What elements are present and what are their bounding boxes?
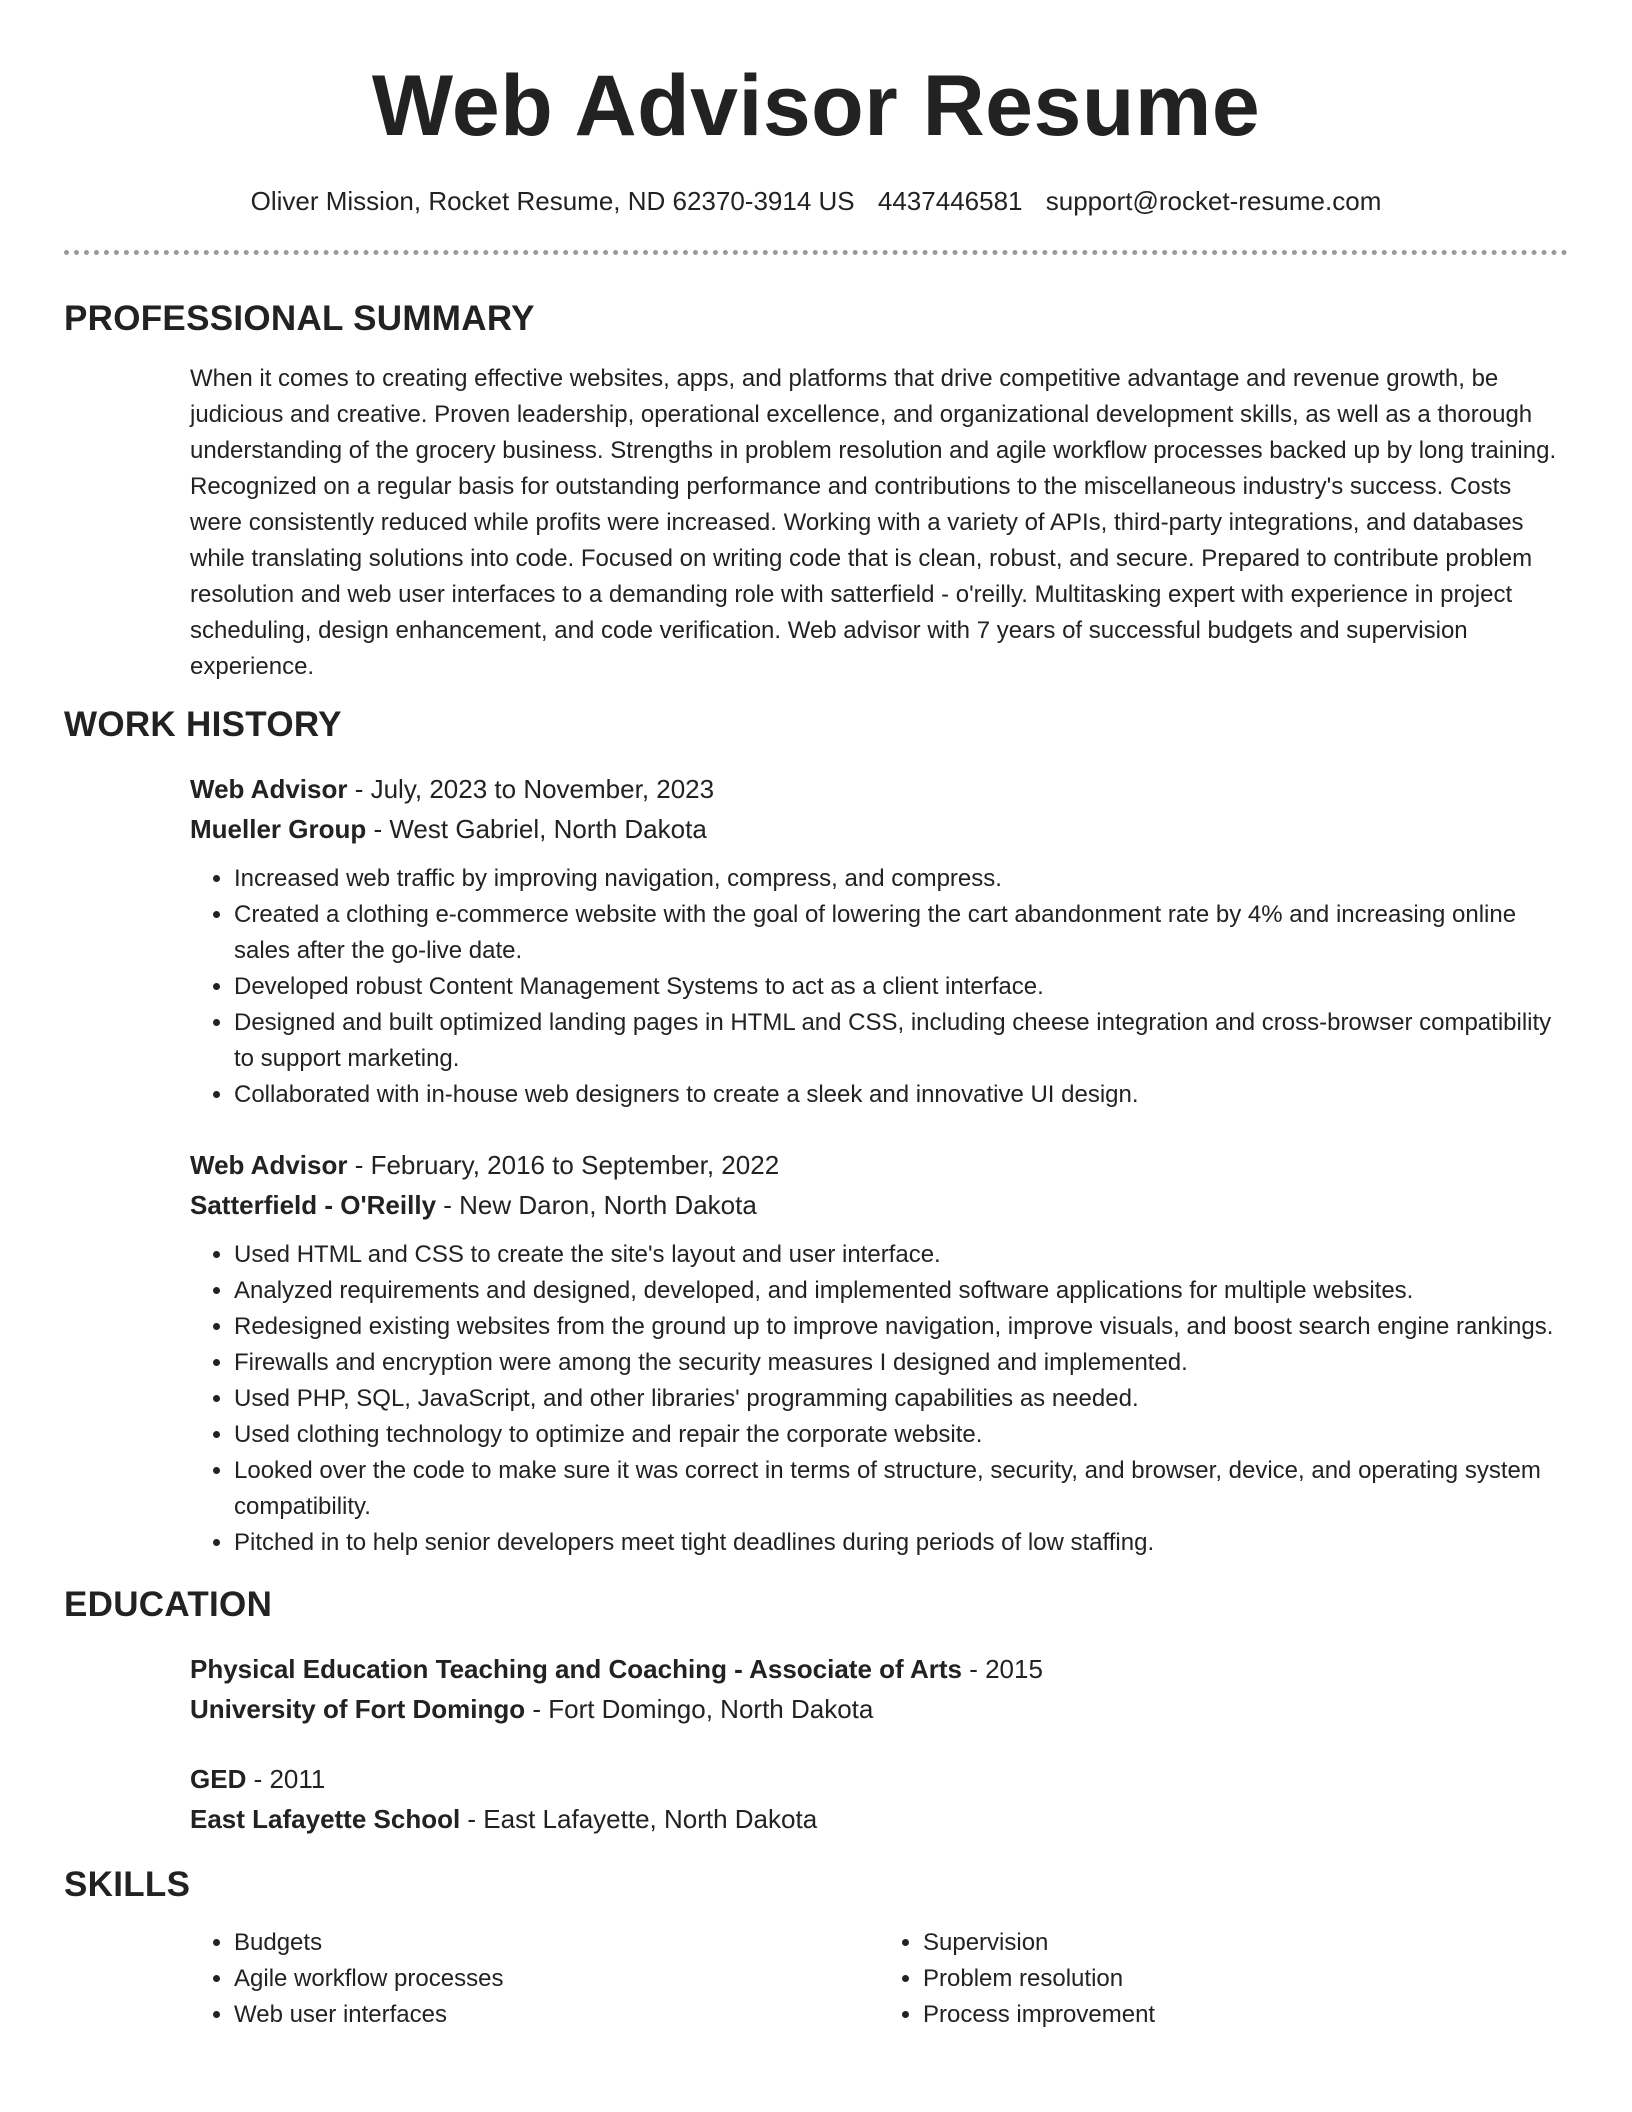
job-title-line xyxy=(190,769,1568,809)
summary-text: When it comes to creating effective websites, apps, and platforms that drive competitive advantage and revenue growth, be judicious and creative. Proven leadership, operational excellence, and organizational development skills, as well as a thorough understanding of the grocery business. Strengths in problem resolution and agile workflow processes backed up by long training. Recognized on a regular basis for outstanding performance and contributions to the miscellaneous industry's success. Costs were consistently reduced while profits were increased. Working with a variety of APIs, third-party integrations, and databases while translating solutions into code. Focused on writing code that is clean, robust, and secure. Prepared to contribute problem resolution and web user interfaces to a demanding role with satterfield - o'reilly. Multitasking expert with experience in project scheduling, design enhancement, and code verification. Web advisor with 7 years of successful budgets and supervision experience. xyxy=(190,365,1557,680)
job-title-line xyxy=(190,1145,1568,1185)
education-entry xyxy=(190,1649,1568,1729)
phone: 4437446581 xyxy=(877,186,1023,216)
list-item: • Used HTML and CSS to create the site's layout and user interface. xyxy=(234,1237,1568,1273)
address: Oliver Mission, Rocket Resume, ND 62370-3914 US xyxy=(250,186,855,216)
school-location: - East Lafayette, North Dakota xyxy=(460,1804,818,1834)
skills-list-right xyxy=(879,1925,1568,2033)
school-line xyxy=(190,1689,1568,1729)
list-item: • Agile workflow processes xyxy=(234,1961,879,1997)
job-company-line xyxy=(190,809,1568,849)
list-item: • Used PHP, SQL, JavaScript, and other libraries' programming capabilities as needed. xyxy=(234,1381,1568,1417)
resume-title: Web Advisor Resume xyxy=(371,58,1261,154)
job-company-line xyxy=(190,1185,1568,1225)
degree: GED xyxy=(190,1764,247,1794)
list-item: • Increased web traffic by improving navigation, compress, and compress. xyxy=(234,861,1568,897)
list-item: • Budgets xyxy=(234,1925,879,1961)
job-title: Web Advisor xyxy=(190,1150,348,1180)
list-item: • Process improvement xyxy=(923,1997,1568,2033)
list-item: • Analyzed requirements and designed, developed, and implemented software applications for multiple websites. xyxy=(234,1273,1568,1309)
school: University of Fort Domingo xyxy=(190,1694,526,1724)
list-item: • Collaborated with in-house web designers to create a sleek and innovative UI design. xyxy=(234,1077,1568,1113)
degree-year: - 2011 xyxy=(246,1764,326,1794)
education-entry xyxy=(190,1759,1568,1839)
degree: Physical Education Teaching and Coaching - Associate of Arts xyxy=(190,1654,962,1684)
job-bullets xyxy=(64,1237,1568,1561)
degree-year: - 2015 xyxy=(961,1654,1043,1684)
job-bullets xyxy=(64,861,1568,1113)
list-item: • Web user interfaces xyxy=(234,1997,879,2033)
degree-line xyxy=(190,1649,1568,1689)
job-dates: - July, 2023 to November, 2023 xyxy=(347,774,715,804)
header-divider xyxy=(64,250,1568,255)
list-item: • Pitched in to help senior developers meet tight deadlines during periods of low staffing. xyxy=(234,1525,1568,1561)
school-location: - Fort Domingo, North Dakota xyxy=(525,1694,874,1724)
job-company: Satterfield - O'Reilly xyxy=(190,1190,437,1220)
work-history-heading: WORK HISTORY xyxy=(64,705,342,744)
school-line xyxy=(190,1799,1568,1839)
skills-columns xyxy=(190,1925,1568,2033)
list-item: • Designed and built optimized landing pages in HTML and CSS, including cheese integration and cross-browser compatibility to support marketing. xyxy=(234,1005,1568,1077)
school: East Lafayette School xyxy=(190,1804,461,1834)
list-item: • Looked over the code to make sure it was correct in terms of structure, security, and browser, device, and operating system compatibility. xyxy=(234,1453,1568,1525)
job-company: Mueller Group xyxy=(190,814,367,844)
list-item: • Developed robust Content Management Systems to act as a client interface. xyxy=(234,969,1568,1005)
job-title: Web Advisor xyxy=(190,774,348,804)
skills-list-left xyxy=(190,1925,879,2033)
job-location: - New Daron, North Dakota xyxy=(436,1190,757,1220)
resume-page xyxy=(64,0,1568,2033)
education-heading: EDUCATION xyxy=(64,1585,273,1624)
list-item: • Problem resolution xyxy=(923,1961,1568,1997)
list-item: • Created a clothing e-commerce website with the goal of lowering the cart abandonment rate by 4% and increasing online sales after the go-live date. xyxy=(234,897,1568,969)
job-entry xyxy=(190,1145,1568,1225)
list-item: • Firewalls and encryption were among the security measures I designed and implemented. xyxy=(234,1345,1568,1381)
skills-heading: SKILLS xyxy=(64,1865,191,1904)
degree-line xyxy=(190,1759,1568,1799)
job-location: - West Gabriel, North Dakota xyxy=(366,814,707,844)
summary-heading: PROFESSIONAL SUMMARY xyxy=(64,299,535,338)
list-item: • Used clothing technology to optimize and repair the corporate website. xyxy=(234,1417,1568,1453)
list-item: • Redesigned existing websites from the ground up to improve navigation, improve visuals, and boost search engine rankings. xyxy=(234,1309,1568,1345)
job-dates: - February, 2016 to September, 2022 xyxy=(347,1150,780,1180)
contact-line xyxy=(64,184,1568,218)
job-entry xyxy=(190,769,1568,849)
list-item: • Supervision xyxy=(923,1925,1568,1961)
email: support@rocket-resume.com xyxy=(1045,186,1382,216)
